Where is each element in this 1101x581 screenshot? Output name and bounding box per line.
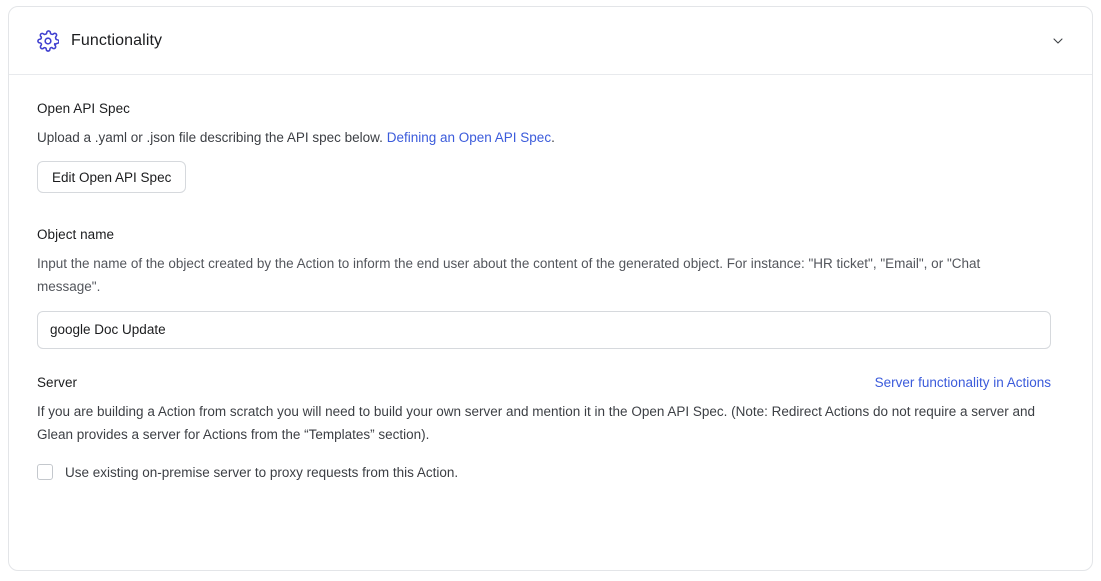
open-api-spec-description-suffix: . xyxy=(551,130,555,145)
use-existing-server-checkbox[interactable] xyxy=(37,464,53,480)
object-name-input[interactable] xyxy=(37,311,1051,349)
server-label: Server xyxy=(37,374,78,390)
open-api-spec-description-text: Upload a .yaml or .json file describing the API spec below. xyxy=(37,130,387,145)
gear-icon xyxy=(37,30,59,52)
object-name-section xyxy=(37,227,1064,348)
card-body xyxy=(9,75,1092,480)
spacer xyxy=(37,349,1064,375)
edit-open-api-spec-button[interactable]: Edit Open API Spec xyxy=(37,161,186,193)
spacer xyxy=(37,193,1064,227)
open-api-spec-section xyxy=(37,101,1064,193)
functionality-card xyxy=(8,6,1093,571)
chevron-down-icon[interactable] xyxy=(1046,29,1070,53)
server-description: If you are building a Action from scratch you will need to build your own server and mention it in the Open API Spec. (Note: Redirect Actions do not require a server and Glean provides a server for Actions from the “Templates” section). xyxy=(37,403,1036,442)
defining-open-api-spec-link[interactable]: Defining an Open API Spec xyxy=(386,130,552,145)
server-header-row xyxy=(37,375,1051,390)
object-name-label: Object name xyxy=(37,227,115,243)
server-functionality-link[interactable]: Server functionality in Actions xyxy=(874,374,1051,390)
open-api-spec-description xyxy=(37,126,1047,149)
server-section xyxy=(37,375,1064,480)
page-title: Functionality xyxy=(71,31,163,49)
open-api-spec-label: Open API Spec xyxy=(37,101,130,116)
use-existing-server-row[interactable] xyxy=(37,464,1064,480)
use-existing-server-label: Use existing on-premise server to proxy requests from this Action. xyxy=(65,464,459,480)
card-header xyxy=(9,7,1092,75)
object-name-description: Input the name of the object created by the Action to inform the end user about the content of the generated object. For instance: "HR ticket", "Email", or "Chat message". xyxy=(37,256,981,295)
